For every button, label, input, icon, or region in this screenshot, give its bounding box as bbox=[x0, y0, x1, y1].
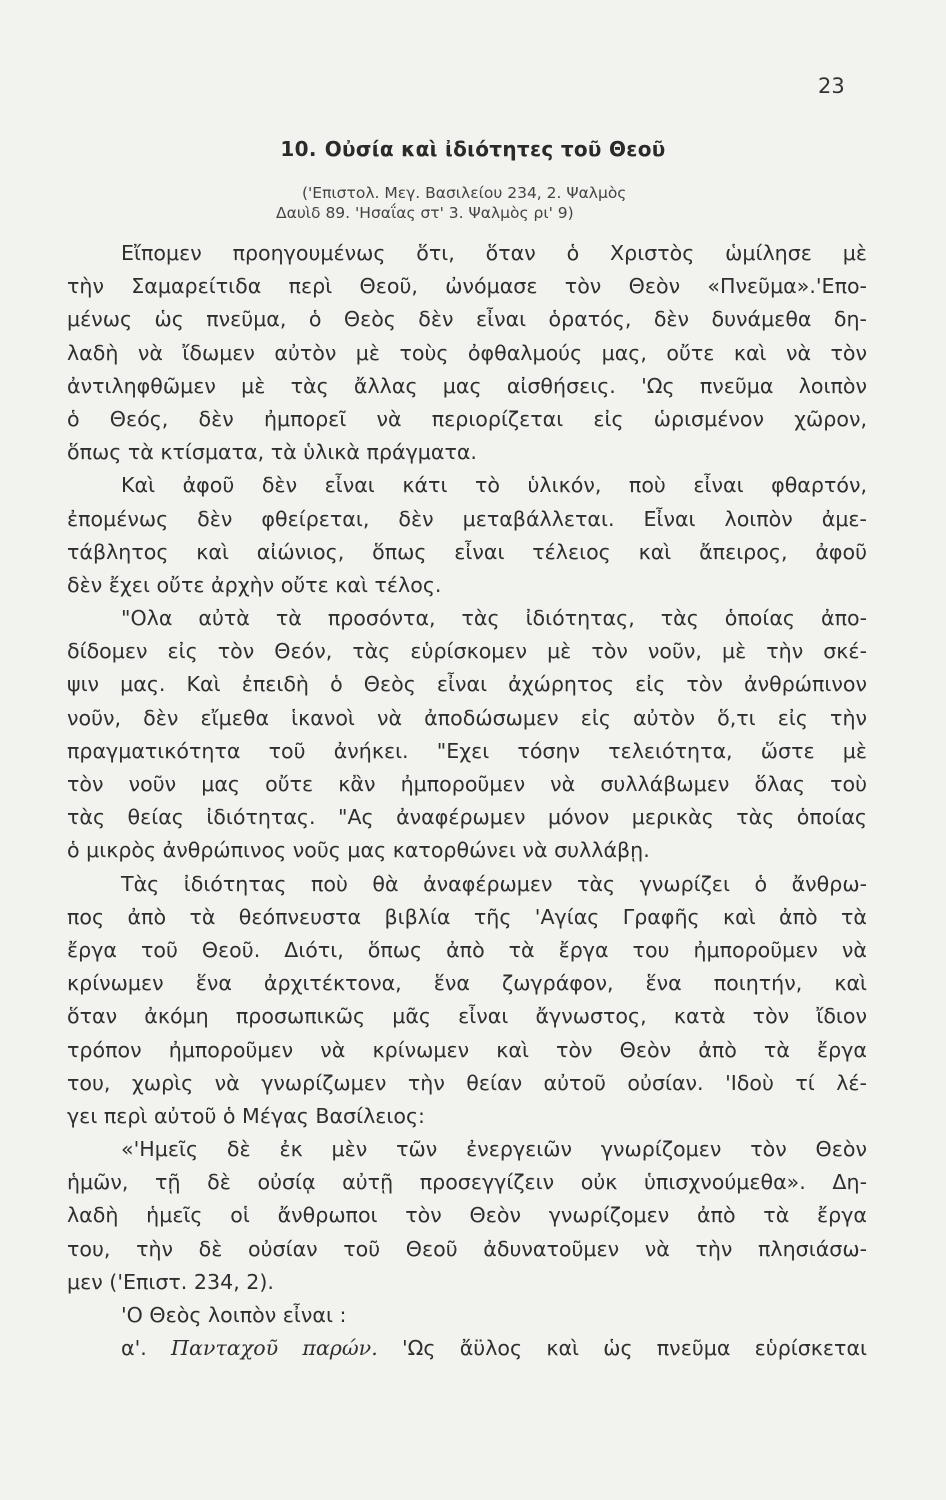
text-line: κρίνωμεν ἕνα ἀρχιτέκτονα, ἕνα ζωγράφον, ἕνα ποιητήν, καὶ bbox=[67, 971, 867, 996]
text-line: του, τὴν δὲ οὐσίαν τοῦ Θεοῦ ἀδυνατοῦμεν νὰ τὴν πλησιάσω- bbox=[67, 1236, 867, 1261]
reference-line: Δαυὶδ 89. 'Ησαΐας στ' 3. Ψαλμὸς ρι' 9) bbox=[276, 204, 574, 222]
text-line: ἐπομένως δὲν φθείρεται, δὲν μεταβάλλεται. Εἶναι λοιπὸν ἀμε- bbox=[67, 506, 867, 531]
text-line: ψιν μας. Καὶ ἐπειδὴ ὁ Θεὸς εἶναι ἀχώρητος εἰς τὸν ἀνθρώπινον bbox=[67, 672, 867, 697]
text-line: νοῦν, δὲν εἴμεθα ἱκανοὶ νὰ ἀποδώσωμεν εἰς αὐτὸν ὅ,τι εἰς τὴν bbox=[67, 705, 867, 730]
text-line: Τὰς ἰδιότητας ποὺ θὰ ἀναφέρωμεν τὰς γνωρίζει ὁ ἄνθρω- bbox=[121, 871, 867, 896]
text-line: «'Ημεῖς δὲ ἐκ μὲν τῶν ἐνεργειῶν γνωρίζομεν τὸν Θεὸν bbox=[121, 1137, 867, 1162]
scripture-references bbox=[276, 183, 696, 223]
body-text bbox=[67, 237, 867, 1365]
text-line: τὴν Σαμαρείτιδα περὶ Θεοῦ, ὠνόμασε τὸν Θεὸν «Πνεῦμα».'Επο- bbox=[67, 274, 867, 299]
text-line: ὅταν ἀκόμη προσωπικῶς μᾶς εἶναι ἄγνωστος, κατὰ τὸν ἴδιον bbox=[67, 1004, 867, 1029]
text-line: γει περὶ αὐτοῦ ὁ Μέγας Βασίλειος: bbox=[67, 1103, 425, 1128]
text-line: ὁ Θεός, δὲν ἠμπορεῖ νὰ περιορίζεται εἰς ὡρισμένον χῶρον, bbox=[67, 406, 867, 431]
text-line: τὰς θείας ἰδιότητας. "Ας ἀναφέρωμεν μόνον μερικὰς τὰς ὁποίας bbox=[67, 805, 867, 830]
text-line: τὸν νοῦν μας οὔτε κἂν ἠμποροῦμεν νὰ συλλάβωμεν ὅλας τοὺ bbox=[67, 772, 867, 796]
text-line-final bbox=[67, 1332, 867, 1365]
text-line: λαδὴ νὰ ἴδωμεν αὐτὸν μὲ τοὺς ὀφθαλμούς μας, οὔτε καὶ νὰ τὸν bbox=[67, 340, 867, 365]
text-line: ἀντιληφθῶμεν μὲ τὰς ἄλλας μας αἰσθήσεις. 'Ως πνεῦμα λοιπὸν bbox=[67, 373, 867, 398]
text-line: ἔργα τοῦ Θεοῦ. Διότι, ὅπως ἀπὸ τὰ ἔργα του ἠμποροῦμεν νὰ bbox=[67, 937, 867, 962]
text-line: του, χωρὶς νὰ γνωρίζωμεν τὴν θείαν αὐτοῦ οὐσίαν. 'Ιδοὺ τί λέ- bbox=[67, 1070, 867, 1095]
italic-phrase: Πανταχοῦ παρών. bbox=[171, 1336, 378, 1361]
text-line: τρόπον ἠμποροῦμεν νὰ κρίνωμεν καὶ τὸν Θεὸν ἀπὸ τὰ ἔργα bbox=[67, 1037, 867, 1062]
text-line: λαδὴ ἡμεῖς οἱ ἄνθρωποι τὸν Θεὸν γνωρίζομεν ἀπὸ τὰ ἔργα bbox=[67, 1203, 867, 1228]
list-label: α'. bbox=[121, 1336, 147, 1361]
section-number: 10. bbox=[280, 137, 317, 161]
text-line: ἡμῶν, τῇ δὲ οὐσίᾳ αὐτῇ προσεγγίζειν οὐκ ὑπισχνούμεθα». Δη- bbox=[67, 1170, 867, 1195]
text-line: πραγματικότητα τοῦ ἀνήκει. "Εχει τόσην τελειότητα, ὥστε μὲ bbox=[67, 738, 867, 763]
text-line: ὁ μικρὸς ἀνθρώπινος νοῦς μας κατορθώνει νὰ συλλάβῃ. bbox=[67, 838, 650, 863]
reference-line: ('Επιστολ. Μεγ. Βασιλείου 234, 2. Ψαλμὸς bbox=[302, 184, 627, 202]
text-line: δίδομεν εἰς τὸν Θεόν, τὰς εὑρίσκομεν μὲ τὸν νοῦν, μὲ τὴν σκέ- bbox=[67, 639, 867, 664]
text-line: πος ἀπὸ τὰ θεόπνευστα βιβλία τῆς 'Αγίας Γραφῆς καὶ ἀπὸ τὰ bbox=[67, 904, 867, 929]
text-line: μεν ('Επιστ. 234, 2). bbox=[67, 1269, 274, 1294]
text-line: Καὶ ἀφοῦ δὲν εἶναι κάτι τὸ ὑλικόν, ποὺ εἶναι φθαρτόν, bbox=[121, 473, 867, 498]
text-line: μένως ὡς πνεῦμα, ὁ Θεὸς δὲν εἶναι ὁρατός, δὲν δυνάμεθα δη- bbox=[67, 307, 867, 332]
text-line: "Ολα αὐτὰ τὰ προσόντα, τὰς ἰδιότητας, τὰς ὁποίας ἀπο- bbox=[121, 606, 867, 631]
section-title: Οὐσία καὶ ἰδιότητες τοῦ Θεοῦ bbox=[324, 137, 666, 161]
section-heading bbox=[0, 137, 946, 161]
text-line: 'Ο Θεὸς λοιπὸν εἶναι : bbox=[121, 1303, 347, 1327]
final-line-rest: 'Ως ἄϋλος καὶ ὡς πνεῦμα εὑρίσκεται bbox=[402, 1336, 867, 1361]
text-line: τάβλητος καὶ αἰώνιος, ὅπως εἶναι τέλειος καὶ ἄπειρος, ἀφοῦ bbox=[67, 539, 867, 564]
page-number: 23 bbox=[818, 74, 845, 98]
text-line: δὲν ἔχει οὔτε ἀρχὴν οὔτε καὶ τέλος. bbox=[67, 572, 442, 597]
text-line: Εἴπομεν προηγουμένως ὅτι, ὅταν ὁ Χριστὸς ὡμίλησε μὲ bbox=[121, 241, 867, 265]
text-line: ὅπως τὰ κτίσματα, τὰ ὑλικὰ πράγματα. bbox=[67, 440, 477, 465]
